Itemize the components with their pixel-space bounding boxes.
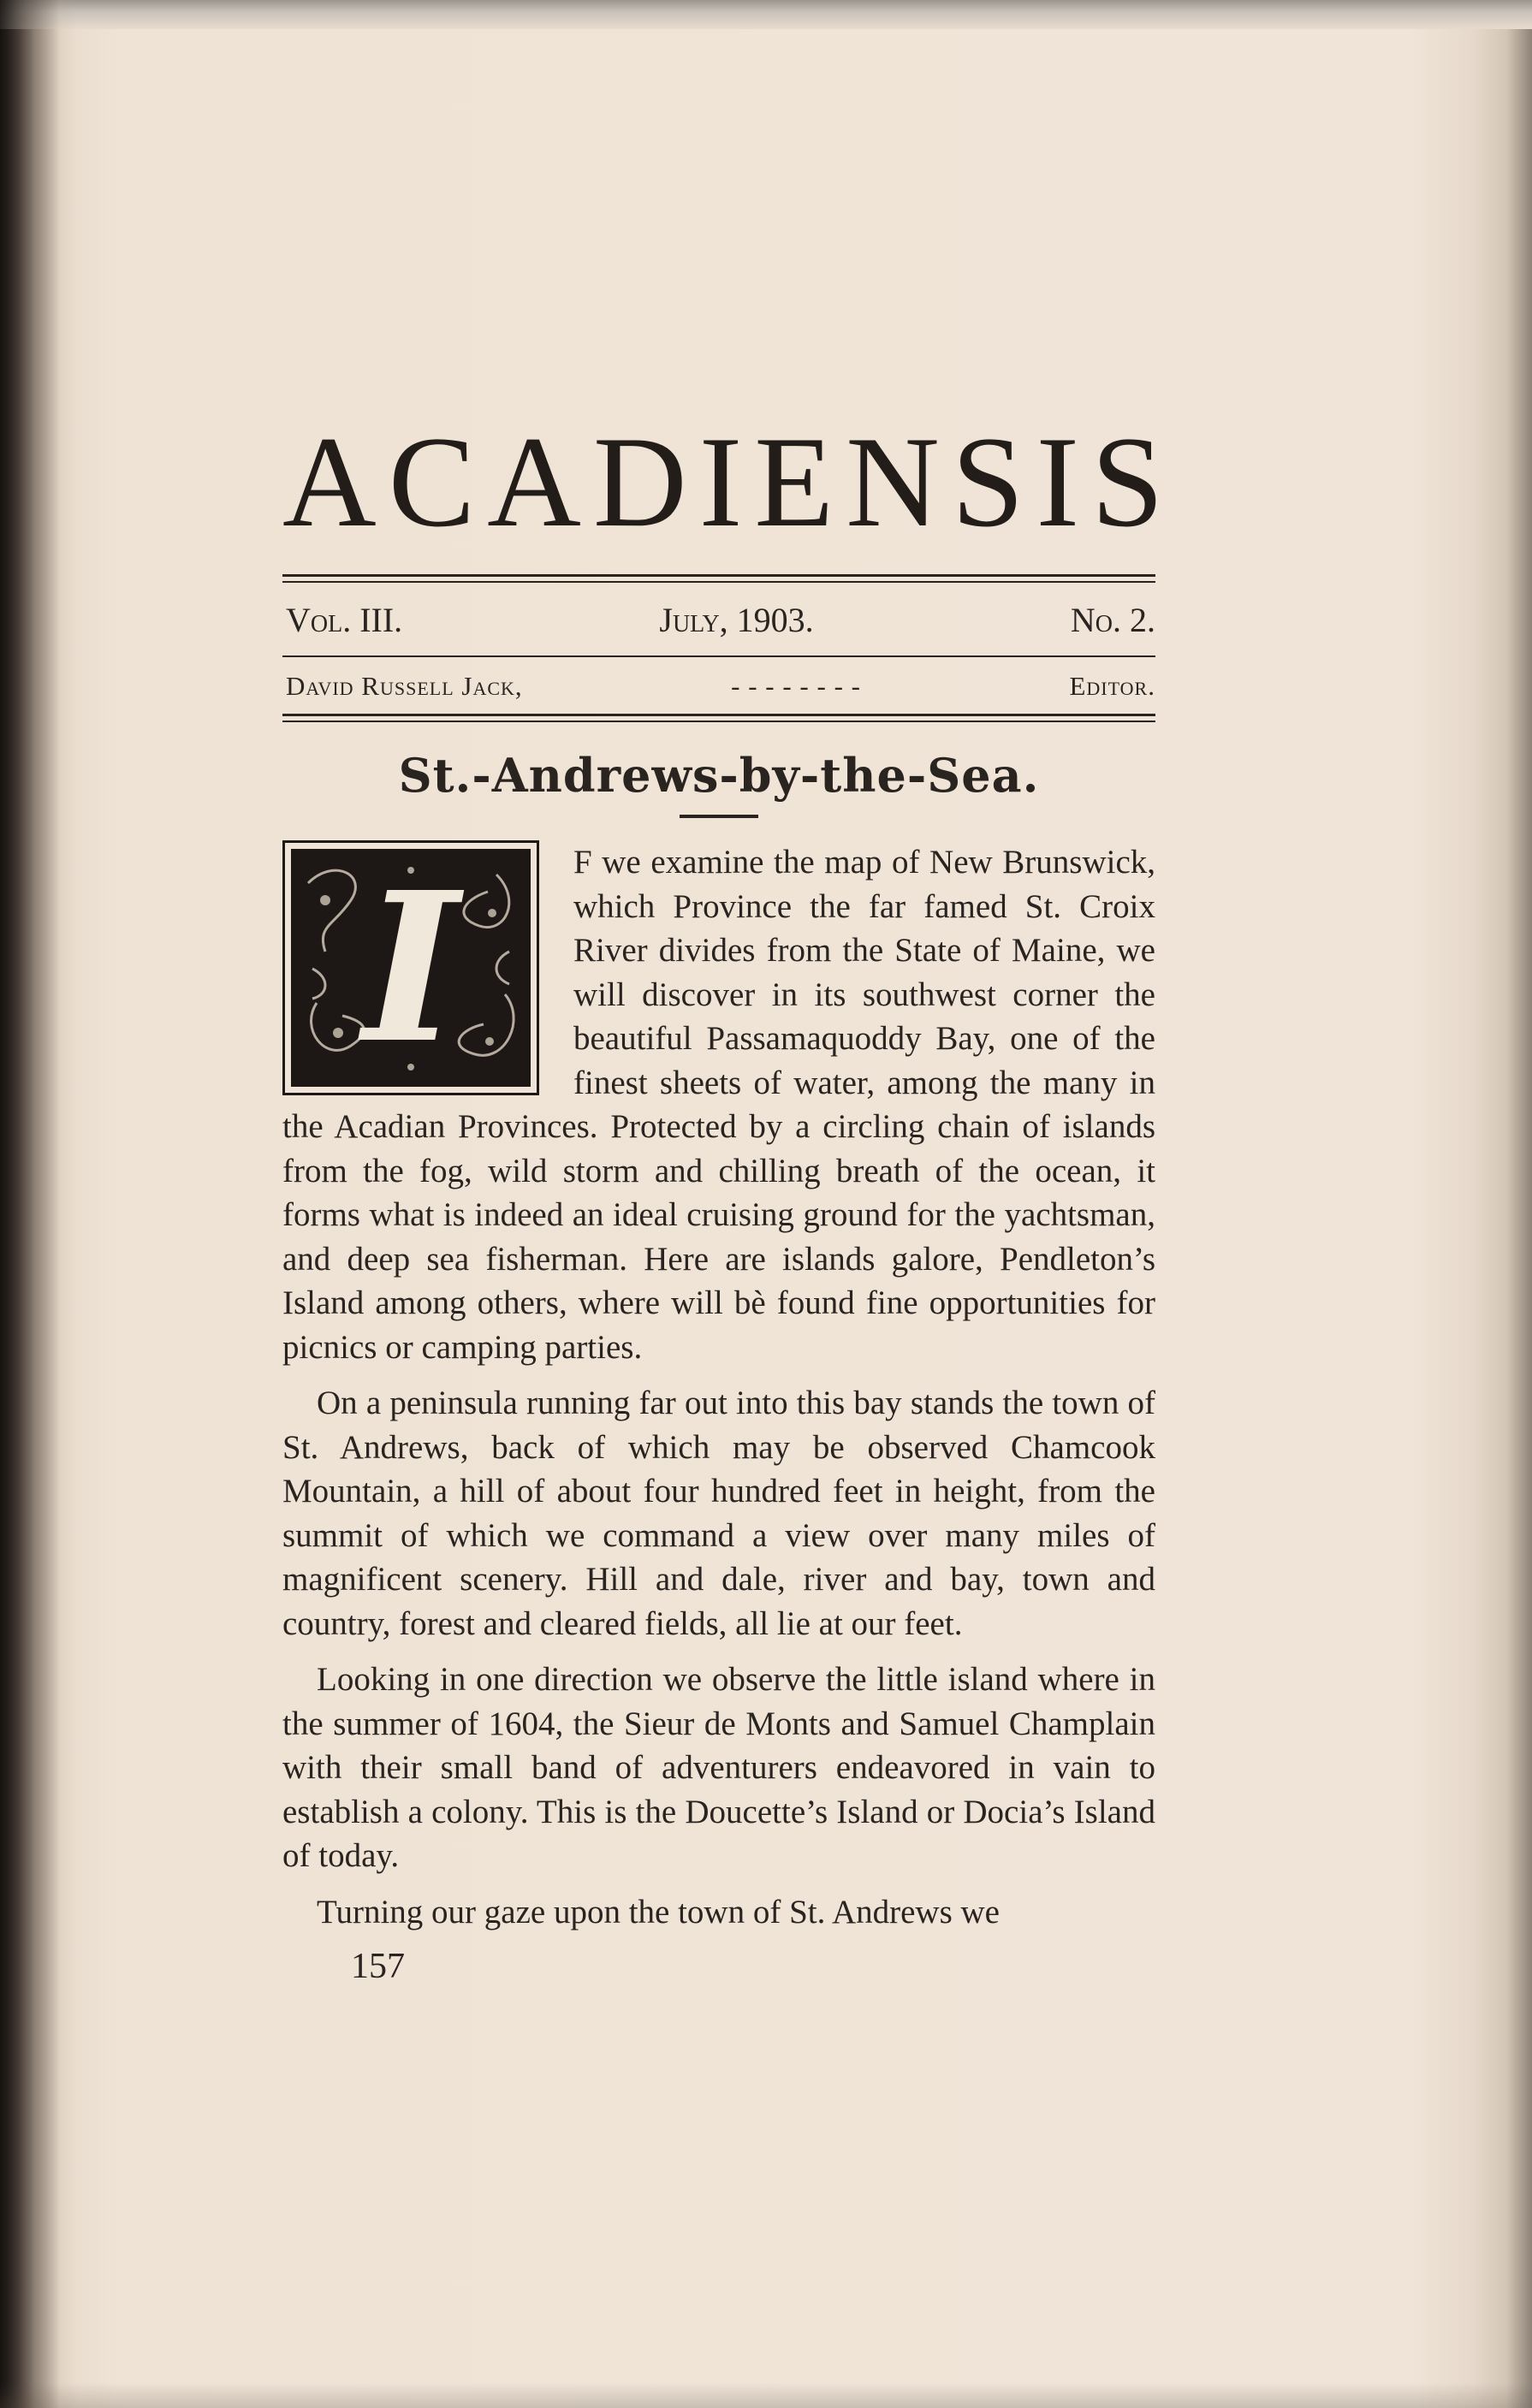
dropcap-letter: I [362,849,460,1088]
article-paragraph-1: F we examine the map of New Brunswick, which Province the far famed St. Croix River divides from the State of Maine, we will discover in its southwest corner the beautiful Passamaquoddy Bay, one of the finest sheets of water, among the many in the Acadian Provinces. Protected by a circling chain of islands from the fog, wild storm and chilling breath of the ocean, it forms what is indeed an ideal cruising ground for the yachtsman, and deep sea fisherman. Here are islands galore, Pendleton’s Island among others, where will bè found fine opportunities for picnics or camping parties. [282,844,1155,1366]
page-content [282,410,1176,1987]
editor-leader-dashes: - - - - - - - - [731,671,861,702]
issue-number: No. 2. [1070,601,1155,640]
article-paragraph-4: Turning our gaze upon the town of St. Andrews we [317,1893,1000,1931]
ornamental-dropcap [282,840,539,1095]
page-top-edge [0,0,1532,29]
page-bottom-shadow [0,2382,1532,2408]
editor-name: David Russell Jack, [286,671,523,702]
title-underline [680,815,758,818]
editor-double-rule [282,714,1155,722]
volume-label: Vol. III. [286,601,403,640]
article-title: St.-Andrews-by-the-Sea. [398,748,1040,804]
editor-role: Editor. [1069,671,1155,702]
issue-date: July, 1903. [659,601,814,640]
article-paragraph-3: Looking in one direction we observe the little island where in the summer of 1604, the Sieur de Monts and Samuel Champlain with their small band of adventurers endeavored in vain to establish a colony. This is the Doucette’s Island or Docia’s Island of today. [282,1661,1155,1875]
issue-info-row [282,583,1155,655]
dropcap-ornament-background [291,849,531,1087]
masthead-double-rule [282,574,1155,583]
book-spine-shadow [0,0,77,2408]
editor-row [282,657,1155,714]
page-number: 157 [351,1947,405,1987]
journal-masthead: ACADIENSIS [282,410,1176,554]
article-body [282,840,1155,1934]
article-paragraph-2: On a peninsula running far out into this bay stands the town of St. Andrews, back of which may be observed Chamcook Mountain, a hill of about four hundred feet in height, from the summit of which we command a view over many miles of magnificent scenery. Hill and dale, river and bay, town and country, forest and cleared fields, all lie at our feet. [282,1385,1155,1642]
